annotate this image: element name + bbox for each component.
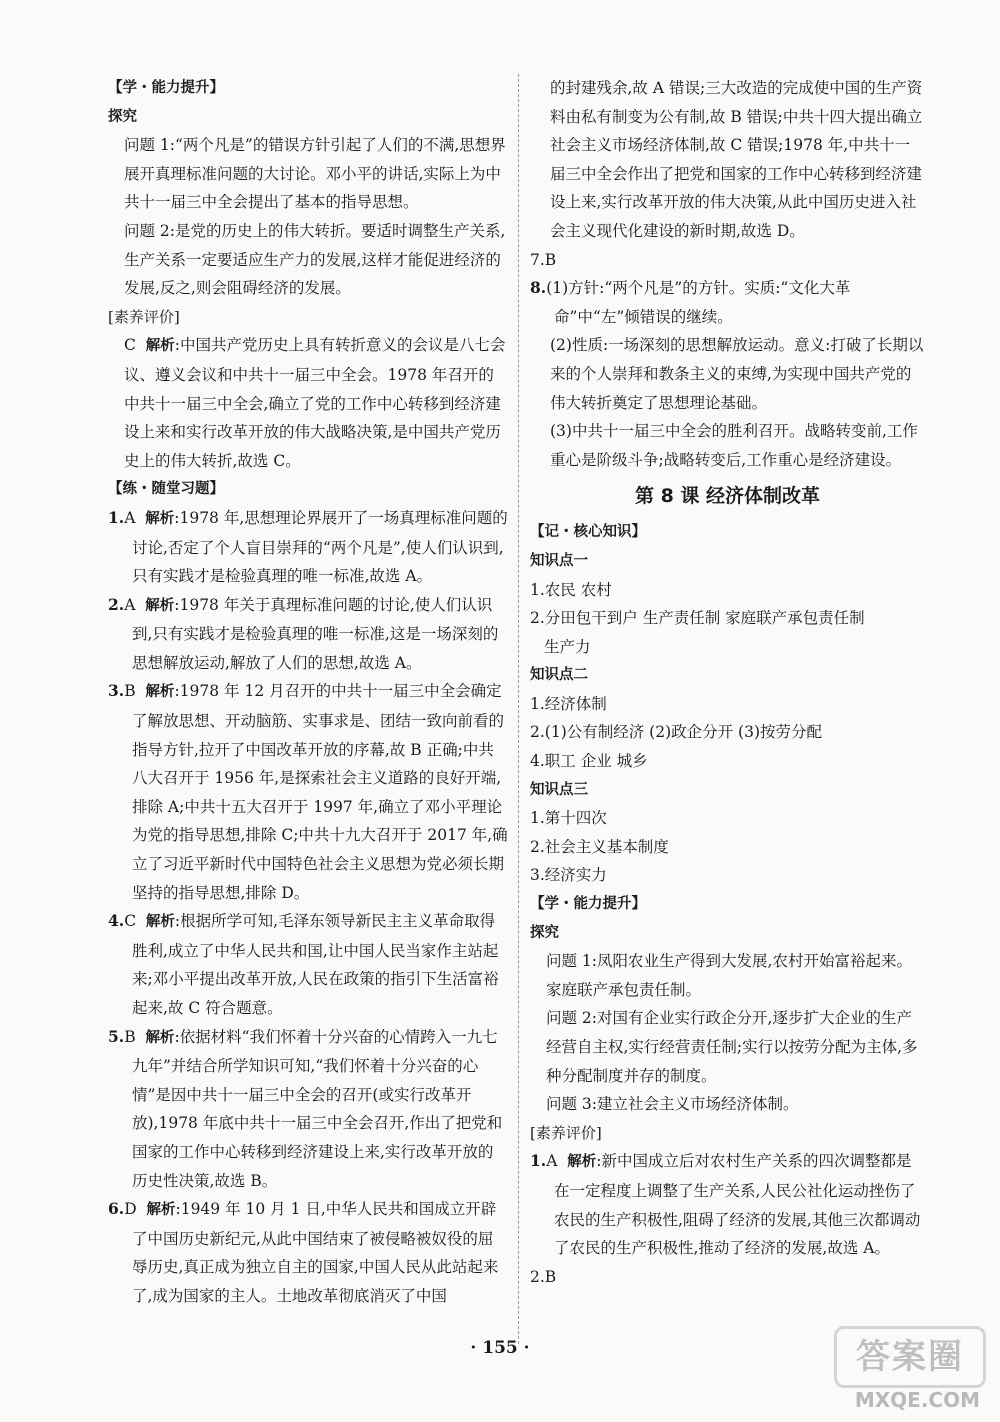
answer-letter: A — [546, 1152, 558, 1171]
item-number: 1. — [108, 507, 125, 527]
section-heading-ability-2: 【学・能力提升】 — [530, 896, 646, 913]
answer-letter: A — [124, 595, 136, 614]
lesson-title: 第 8 课 经济体制改革 — [634, 485, 821, 508]
analysis-label: 解析 — [145, 510, 175, 527]
practice-item-1 — [108, 504, 508, 591]
analysis-label: 解析 — [145, 597, 175, 614]
watermark — [836, 1326, 986, 1416]
explore-answer-2: 问题 2:是党的历史上的伟大转折。要适时调整生产关系,生产关系一定要适应生产力的发展,这样才能促进经济的发展,反之,则会阻碍经济的发展。 — [124, 221, 506, 298]
answer-8-text-1: (1)方针:“两个凡是”的方针。实质:“文化大革命”中“左”倾错误的继续。 — [546, 279, 851, 326]
practice-item-5 — [108, 1023, 508, 1196]
practice-item-2 — [108, 591, 508, 678]
literacy-eval-answer — [108, 331, 508, 475]
explore-2-answer-2: 问题 2:对国有企业实行政企分开,逐步扩大企业的生产经营自主权,实行经营责任制;实行以按劳分配为主体,多种分配制度并存的制度。 — [546, 1009, 918, 1085]
item-number: 1. — [530, 1151, 547, 1171]
watermark-url: MXQE.COM — [854, 1388, 980, 1412]
analysis-text: :新中国成立后对农村生产关系的四次调整都是在一定程度上调整了生产关系,人民公社化运动挫伤了农民的生产积极性,阻碍了经济的发展,其他三次都调动了农民的生产积极性,推动了经济的发展,故选 A。 — [554, 1152, 921, 1258]
item-number: 4. — [108, 911, 125, 931]
analysis-label: 解析 — [145, 338, 175, 355]
analysis-text: :1978 年,思想理论界展开了一场真理标准问题的讨论,否定了个人盲目崇拜的“两个凡是”,使人们认识到,只有实践才是检验真理的唯一标准,故选 A。 — [132, 508, 508, 586]
item-number: 8. — [530, 278, 547, 298]
watermark-logo: 答案圈 — [834, 1326, 986, 1388]
subheading-literacy-eval: [素养评价] — [108, 307, 180, 326]
item-number: 2. — [108, 594, 125, 614]
answer-letter: C — [124, 912, 137, 931]
analysis-text: :1949 年 10 月 1 日,中华人民共和国成立开辟了中国历史新纪元,从此中国结束了被侵略被奴役的屈辱历史,真正成为独立自主的国家,中国人民从此站起来了,成为国家的主人。土地改革彻底消灭了中国 — [132, 1200, 499, 1305]
column-divider — [518, 74, 519, 1344]
item-number: 6. — [108, 1199, 125, 1219]
knowledge-2-line-1: 1.经济体制 — [530, 694, 607, 713]
knowledge-1-line-2: 2.分田包干到户 生产责任制 家庭联产承包责任制 — [530, 609, 865, 628]
knowledge-point-2-heading: 知识点二 — [530, 667, 588, 684]
analysis-label: 解析 — [145, 914, 175, 931]
knowledge-3-line-3: 3.经济实力 — [530, 866, 607, 885]
knowledge-point-1-heading: 知识点一 — [530, 552, 588, 569]
subheading-literacy-eval-2: [素养评价] — [530, 1123, 602, 1142]
page-number: · 155 · — [470, 1338, 530, 1358]
explore-2-answer-1: 问题 1:凤阳农业生产得到大发展,农村开始富裕起来。家庭联产承包责任制。 — [546, 952, 912, 999]
explore-answer-1: 问题 1:“两个凡是”的错误方针引起了人们的不满,思想界展开真理标准问题的大讨论。邓小平的讲话,实际上为中共十一届三中全会提出了基本的指导思想。 — [124, 136, 506, 212]
answer-8-part-1 — [530, 274, 925, 331]
analysis-label: 解析 — [146, 1202, 176, 1219]
answer-8-part-3: (3)中共十一届三中全会的胜利召开。战略转变前,工作重心是阶级斗争;战略转变后,工作重心是经济建设。 — [550, 422, 918, 469]
explore-2-answer-3: 问题 3:建立社会主义市场经济体制。 — [546, 1095, 799, 1114]
analysis-label: 解析 — [145, 684, 175, 701]
knowledge-2-line-3: 4.职工 企业 城乡 — [530, 752, 648, 771]
item-6-continued: 的封建残余,故 A 错误;三大改造的完成使中国的生产资料由私有制变为公有制,故 B 错误;中共十四大提出确立社会主义市场经济体制,故 C 错误;1978 年,中共十一届三中全会作出了把党和国家的工作中心转移到经济建设上来,实行改革开放的伟大决策,从此中国历史进入社会主义现代化建设的新时期,故选 D。 — [550, 79, 923, 240]
practice-item-3 — [108, 677, 508, 907]
knowledge-1-line-3: 生产力 — [544, 637, 591, 656]
item-number: 3. — [108, 681, 125, 701]
practice-item-4 — [108, 907, 508, 1022]
knowledge-2-line-2: 2.(1)公有制经济 (2)政企分开 (3)按劳分配 — [530, 723, 823, 742]
analysis-text: :依据材料“我们怀着十分兴奋的心情跨入一九七九年”并结合所学知识可知,“我们怀着十分兴奋的心情”是因中共十一届三中全会的召开(或实行改革开放),1978 年底中共十一届三中全会召开,作出了把党和国家的工作中心转移到经济建设上来,实行改革开放的历史性决策,故选 B。 — [132, 1027, 503, 1190]
literacy-eval-2-item-2: 2.B — [530, 1267, 557, 1286]
section-heading-practice: 【练・随堂习题】 — [108, 481, 224, 498]
answer-letter: D — [124, 1200, 137, 1219]
knowledge-point-3-heading: 知识点三 — [530, 781, 588, 798]
subheading-explore-2: 探究 — [530, 924, 559, 941]
analysis-label: 解析 — [567, 1154, 597, 1171]
answer-letter: B — [124, 1027, 136, 1046]
answer-letter: B — [124, 682, 136, 701]
knowledge-3-line-1: 1.第十四次 — [530, 809, 607, 828]
analysis-text: :1978 年关于真理标准问题的讨论,使人们认识到,只有实践才是检验真理的唯一标准,这是一场深刻的思想解放运动,解放了人们的思想,故选 A。 — [132, 595, 499, 672]
analysis-label: 解析 — [145, 1029, 175, 1046]
knowledge-1-line-1: 1.农民 农村 — [530, 580, 612, 599]
practice-item-6 — [108, 1195, 508, 1310]
knowledge-3-line-2: 2.社会主义基本制度 — [530, 837, 669, 856]
literacy-eval-2-item-1 — [530, 1147, 925, 1262]
section-heading-core-knowledge: 【记・核心知识】 — [530, 524, 646, 541]
item-number: 5. — [108, 1026, 125, 1046]
section-heading-ability: 【学・能力提升】 — [108, 80, 224, 96]
answer-7: 7.B — [530, 250, 557, 269]
analysis-text: :1978 年 12 月召开的中共十一届三中全会确定了解放思想、开动脑筋、实事求是、团结一致向前看的指导方针,拉开了中国改革开放的序幕,故 B 正确;中共八大召开于 1956 年,是探索社会主义道路的良好开端,排除 A;中共十五大召开于 1997 年,确立了邓小平理论为党的指导思想,排除 C;中共十九大召开于 2017 年,确立了习近平新时代中国特色社会主义思想为党必须长期坚持的指导思想,排除 D。 — [132, 682, 508, 902]
analysis-text: :根据所学可知,毛泽东领导新民主主义革命取得胜利,成立了中华人民共和国,让中国人民当家作主站起来;邓小平提出改革开放,人民在政策的指引下生活富裕起来,故 C 符合题意。 — [132, 912, 499, 1017]
subheading-explore: 探究 — [108, 108, 137, 125]
left-column — [108, 74, 508, 1311]
answer-letter: C — [124, 336, 136, 355]
analysis-text: :中国共产党历史上具有转折意义的会议是八七会议、遵义会议和中共十一届三中全会。1978 年召开的中共十一届三中全会,确立了党的工作中心转移到经济建设上来和实行改革开放的伟大战略决策,是中国共产党历史上的伟大转折,故选 C。 — [124, 336, 506, 470]
answer-8-part-2: (2)性质:一场深刻的思想解放运动。意义:打破了长期以来的个人崇拜和教条主义的束缚,为实现中国共产党的伟大转折奠定了思想理论基础。 — [550, 336, 924, 412]
answer-letter: A — [124, 508, 136, 527]
right-column — [530, 74, 925, 1291]
